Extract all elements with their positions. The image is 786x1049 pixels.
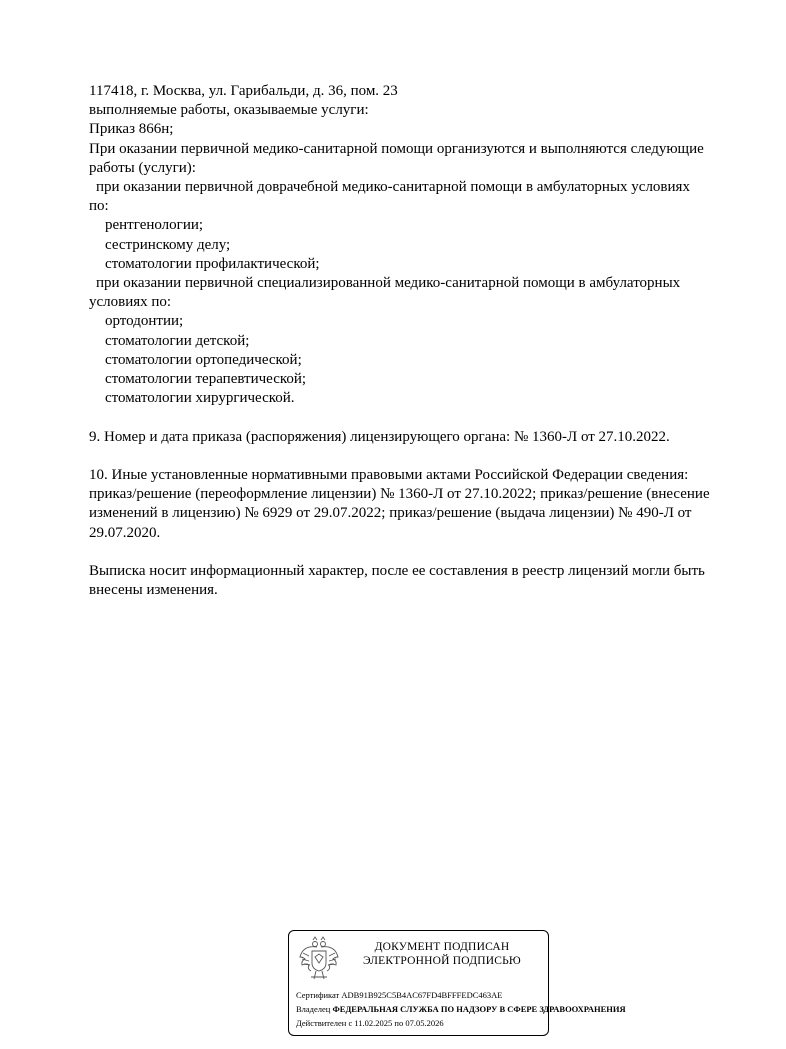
coat-of-arms-icon xyxy=(297,935,341,983)
valid-to-label: по xyxy=(394,1018,404,1028)
list-item: стоматологии детской; xyxy=(105,332,250,349)
list-item: стоматологии терапевтической; xyxy=(105,371,307,388)
text-line: При оказании первичной медико-санитарной помощи организуются и выполняются следующие xyxy=(89,140,704,157)
owner-value: ФЕДЕРАЛЬНАЯ СЛУЖБА ПО НАДЗОРУ В СФЕРЕ ЗДРАВООХРАНЕНИЯ xyxy=(332,1004,626,1014)
item-10-line: приказ/решение (переоформление лицензии) № 1360-Л от 27.10.2022; приказ/решение (внесение xyxy=(89,486,710,503)
item-10-line: 10. Иные установленные нормативными правовыми актами Российской Федерации сведения: xyxy=(89,467,689,484)
address-line: 117418, г. Москва, ул. Гарибальди, д. 36, пом. 23 xyxy=(89,83,398,99)
owner-line xyxy=(296,1002,626,1016)
list-item: стоматологии ортопедической; xyxy=(105,351,302,368)
certificate-line xyxy=(296,988,626,1002)
text-line: работы (услуги): xyxy=(89,159,196,176)
text-line: при оказании первичной специализированной медико-санитарной помощи в амбулаторных xyxy=(96,275,681,292)
certificate-value: ADB91B925C5B4AC67FD4BFFFEDC463AE xyxy=(341,990,503,1000)
stamp-title xyxy=(347,940,537,968)
list-item: стоматологии профилактической; xyxy=(105,255,320,272)
text-line: по: xyxy=(89,198,109,215)
item-9: 9. Номер и дата приказа (распоряжения) лицензирующего органа: № 1360-Л от 27.10.2022. xyxy=(89,428,670,445)
valid-to: 07.05.2026 xyxy=(405,1018,444,1028)
note-line: Выписка носит информационный характер, после ее составления в реестр лицензий могли быть xyxy=(89,563,705,580)
validity-label: Действителен с xyxy=(296,1018,353,1028)
text-line: Приказ 866н; xyxy=(89,121,174,138)
list-item: ортодонтии; xyxy=(105,313,184,330)
spacer xyxy=(89,408,759,427)
text-line: условиях по: xyxy=(89,294,172,311)
stamp-info xyxy=(296,988,626,1030)
note-line: внесены изменения. xyxy=(89,582,218,599)
item-10-line: 29.07.2020. xyxy=(89,524,161,541)
valid-from: 11.02.2025 xyxy=(354,1018,393,1028)
stamp-title-line: ДОКУМЕНТ ПОДПИСАН xyxy=(374,941,510,953)
stamp-title-line: ЭЛЕКТРОННОЙ ПОДПИСЬЮ xyxy=(363,955,521,967)
item-10-line: изменений в лицензию) № 6929 от 29.07.2022; приказ/решение (выдача лицензии) № 490-Л от xyxy=(89,505,692,522)
owner-label: Владелец xyxy=(296,1004,331,1014)
signature-stamp xyxy=(288,930,626,1036)
document-body xyxy=(89,82,759,600)
spacer xyxy=(89,543,759,562)
certificate-label: Сертификат xyxy=(296,990,340,1000)
list-item: стоматологии хирургической. xyxy=(105,390,295,407)
list-item: рентгенологии; xyxy=(105,217,204,234)
text-line: выполняемые работы, оказываемые услуги: xyxy=(89,102,369,119)
validity-line xyxy=(296,1016,626,1030)
list-item: сестринскому делу; xyxy=(105,236,231,253)
text-line: при оказании первичной доврачебной медико-санитарной помощи в амбулаторных условиях xyxy=(96,179,690,196)
spacer xyxy=(89,447,759,466)
